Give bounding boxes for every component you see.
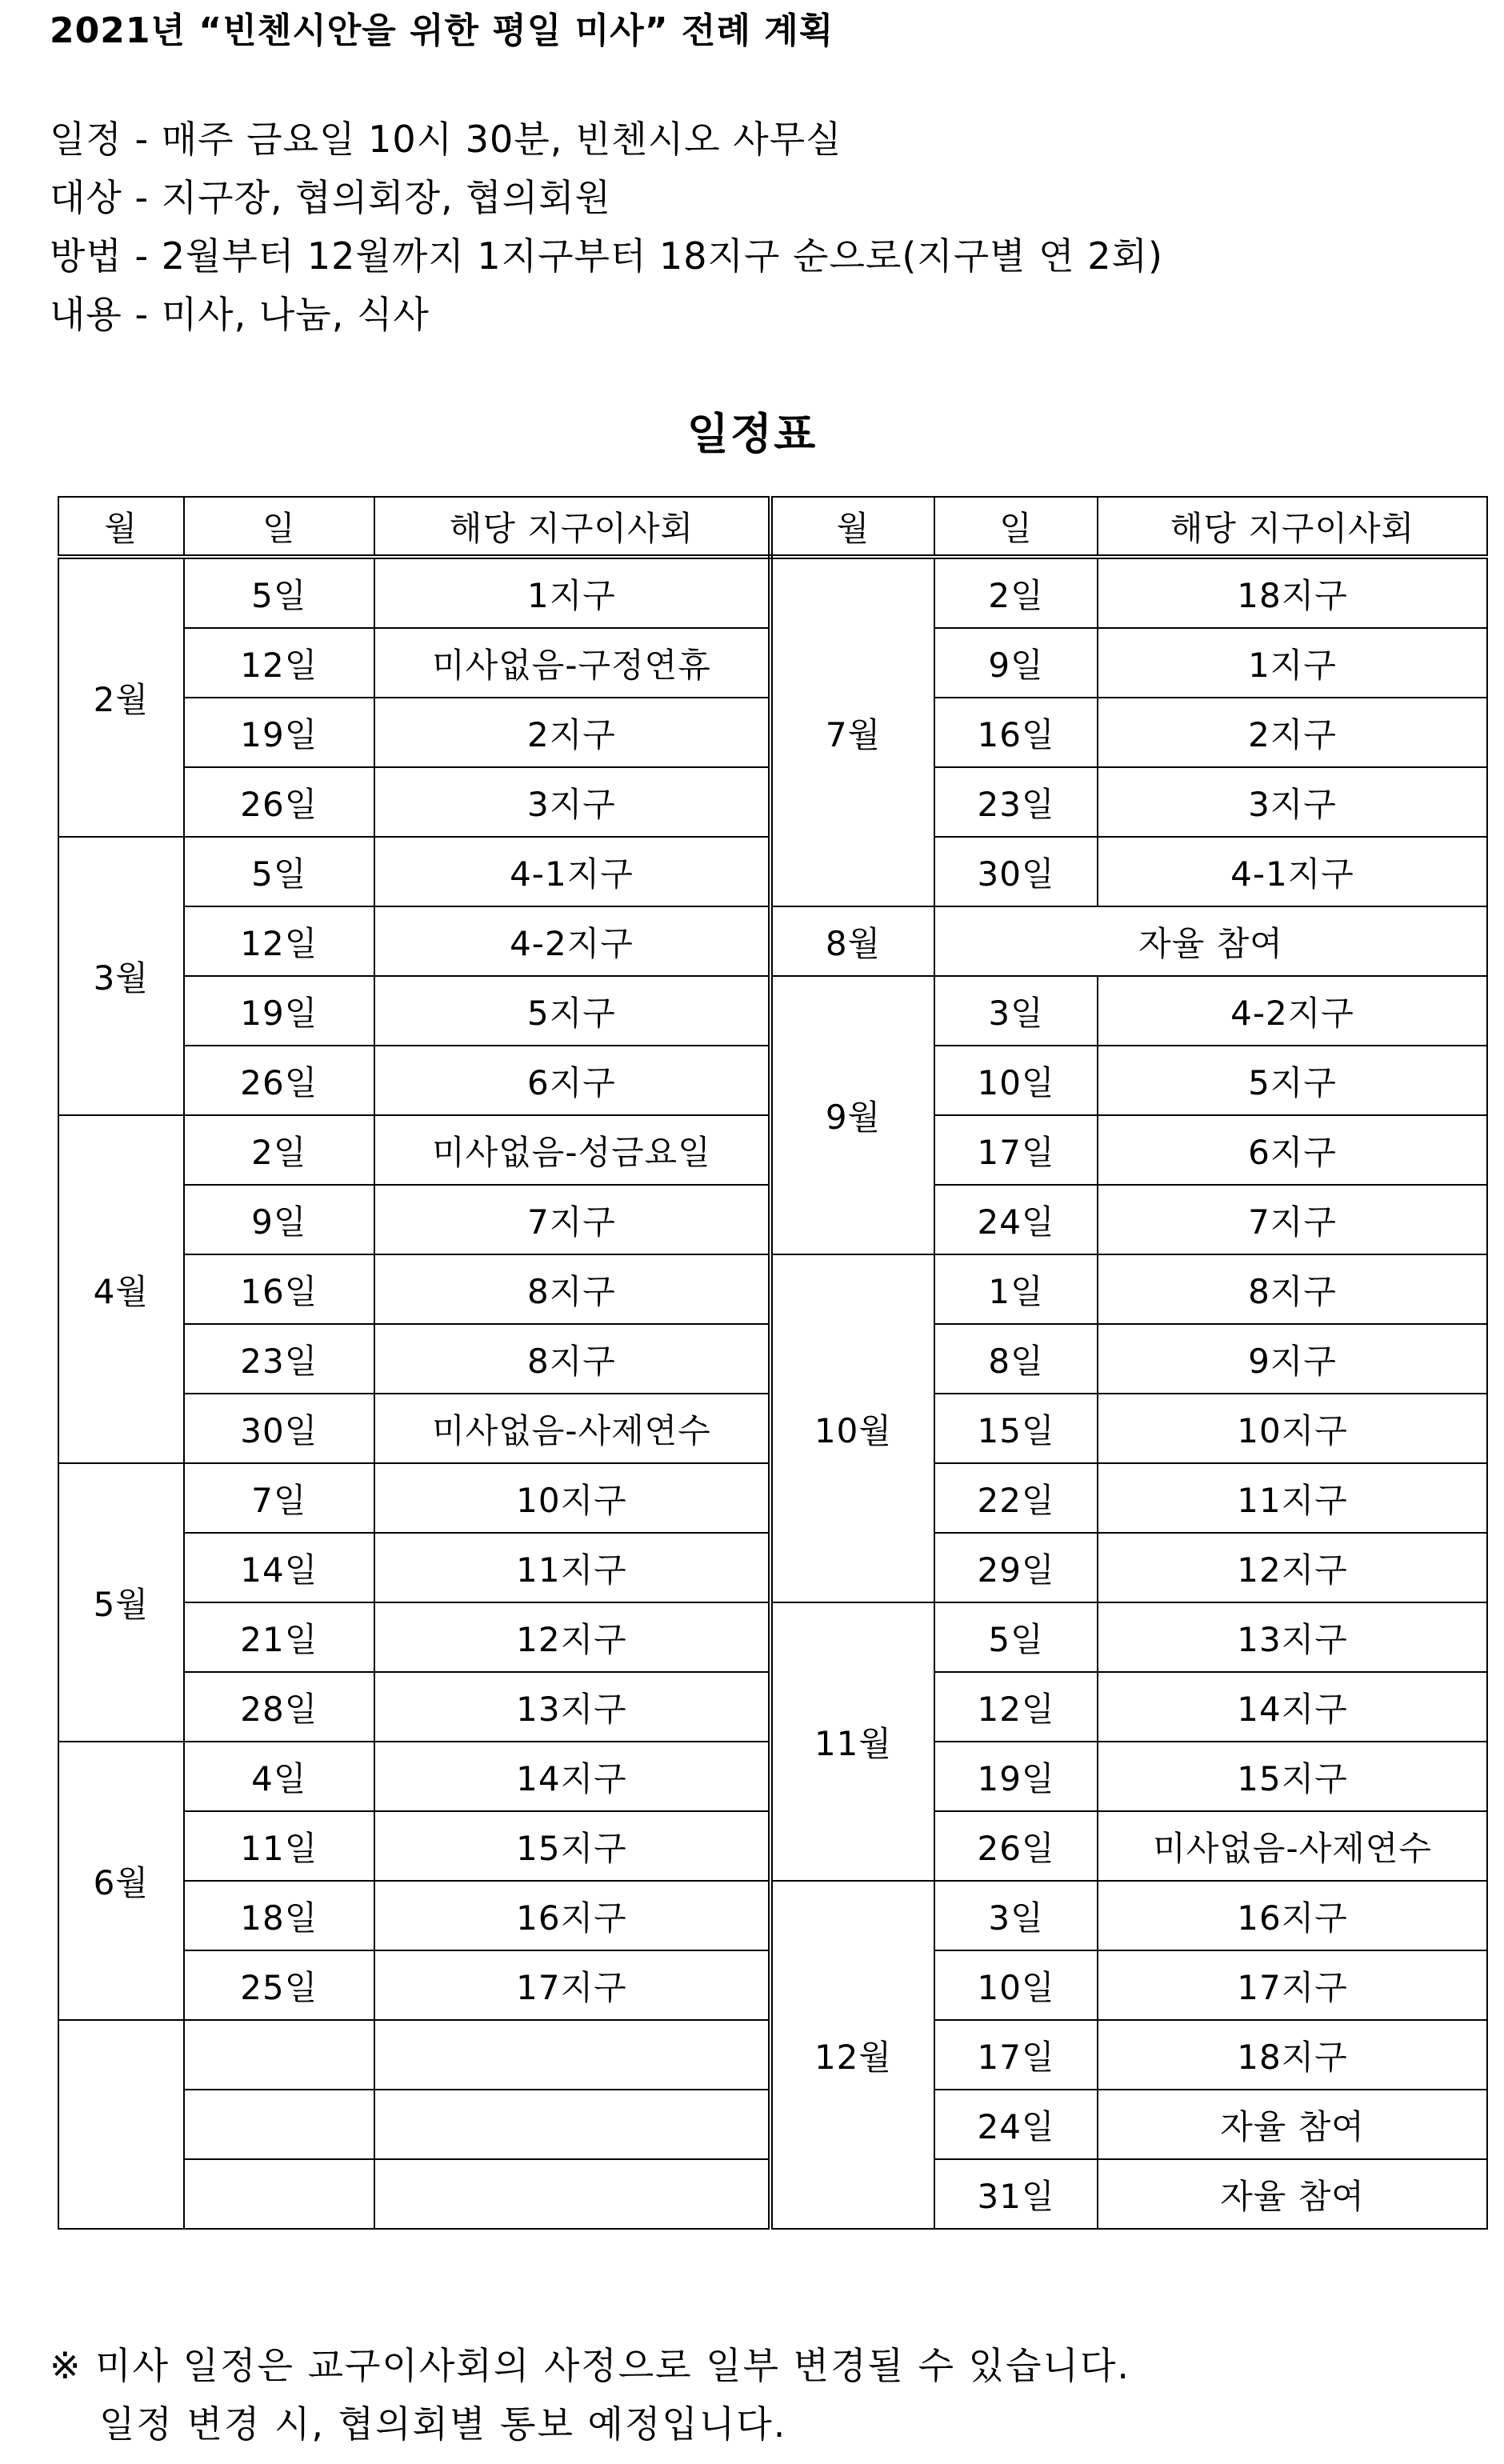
district-cell: 3지구	[1098, 767, 1487, 837]
district-cell: 미사없음-구정연휴	[374, 628, 770, 698]
empty-day-cell	[184, 2090, 374, 2159]
district-cell: 4-1지구	[1098, 837, 1487, 906]
district-cell: 1지구	[1098, 628, 1487, 698]
month-cell: 11월	[770, 1602, 934, 1881]
day-cell: 12일	[184, 906, 374, 976]
day-cell: 18일	[184, 1881, 374, 1950]
day-cell: 19일	[184, 698, 374, 767]
day-cell: 3일	[934, 1881, 1098, 1950]
day-cell: 12일	[934, 1672, 1098, 1742]
day-cell: 29일	[934, 1533, 1098, 1602]
day-cell: 23일	[934, 767, 1098, 837]
district-cell: 2지구	[1098, 698, 1487, 767]
district-cell: 6지구	[1098, 1115, 1487, 1185]
day-cell: 24일	[934, 1185, 1098, 1254]
day-cell: 17일	[934, 1115, 1098, 1185]
district-cell: 12지구	[374, 1602, 770, 1672]
district-cell: 14지구	[1098, 1672, 1487, 1742]
month-cell: 8월	[770, 906, 934, 976]
info-target: 대상 - 지구장, 협의회장, 협의회원	[50, 176, 611, 219]
day-cell: 5일	[184, 557, 374, 628]
day-cell: 22일	[934, 1463, 1098, 1533]
day-cell: 21일	[184, 1602, 374, 1672]
day-cell: 30일	[184, 1394, 374, 1463]
info-method: 방법 - 2월부터 12월까지 1지구부터 18지구 순으로(지구별 연 2회)	[50, 234, 1163, 278]
district-cell: 11지구	[1098, 1463, 1487, 1533]
district-cell: 13지구	[1098, 1602, 1487, 1672]
table-row	[58, 557, 1487, 628]
district-cell: 17지구	[1098, 1950, 1487, 2020]
month-cell: 9월	[770, 976, 934, 1254]
table-row	[58, 1881, 1487, 1950]
day-cell: 5일	[184, 837, 374, 906]
table-row	[58, 1254, 1487, 1324]
day-cell: 25일	[184, 1950, 374, 2020]
month-cell: 10월	[770, 1254, 934, 1602]
district-cell: 8지구	[1098, 1254, 1487, 1324]
table-header-row	[58, 497, 1487, 557]
day-cell: 10일	[934, 1950, 1098, 2020]
empty-month-cell	[58, 2020, 184, 2229]
district-cell: 7지구	[1098, 1185, 1487, 1254]
header-district: 해당 지구이사회	[374, 497, 770, 557]
empty-district-cell	[374, 2159, 770, 2229]
day-cell: 31일	[934, 2159, 1098, 2229]
district-cell: 자율 참여	[1098, 2090, 1487, 2159]
month-cell: 2월	[58, 557, 184, 837]
day-cell: 23일	[184, 1324, 374, 1394]
table-row	[58, 1602, 1487, 1672]
district-cell: 6지구	[374, 1046, 770, 1115]
day-cell: 16일	[934, 698, 1098, 767]
day-cell: 7일	[184, 1463, 374, 1533]
district-cell: 4-2지구	[374, 906, 770, 976]
empty-day-cell	[184, 2159, 374, 2229]
district-cell: 8지구	[374, 1324, 770, 1394]
info-content: 내용 - 미사, 나눔, 식사	[50, 293, 430, 336]
day-cell: 19일	[934, 1742, 1098, 1811]
day-cell: 2일	[184, 1115, 374, 1185]
district-cell: 미사없음-성금요일	[374, 1115, 770, 1185]
district-cell: 1지구	[374, 557, 770, 628]
document-title: 2021년 “빈첸시안을 위한 평일 미사” 전례 계획	[50, 10, 834, 51]
note-change-notice: ※ 미사 일정은 교구이사회의 사정으로 일부 변경될 수 있습니다.	[50, 2344, 1131, 2387]
day-cell: 26일	[184, 1046, 374, 1115]
day-cell: 30일	[934, 837, 1098, 906]
district-cell: 15지구	[374, 1811, 770, 1881]
header-day: 일	[184, 497, 374, 557]
day-cell: 15일	[934, 1394, 1098, 1463]
day-cell: 5일	[934, 1602, 1098, 1672]
month-cell: 5월	[58, 1463, 184, 1742]
day-cell: 4일	[184, 1742, 374, 1811]
district-cell: 4-2지구	[1098, 976, 1487, 1046]
day-cell: 9일	[184, 1185, 374, 1254]
day-cell: 9일	[934, 628, 1098, 698]
district-cell: 14지구	[374, 1742, 770, 1811]
day-cell: 1일	[934, 1254, 1098, 1324]
day-cell: 8일	[934, 1324, 1098, 1394]
day-cell: 26일	[934, 1811, 1098, 1881]
notes	[50, 2337, 1130, 2454]
district-cell: 13지구	[374, 1672, 770, 1742]
header-day: 일	[934, 497, 1098, 557]
day-cell: 17일	[934, 2020, 1098, 2090]
district-cell: 미사없음-사제연수	[374, 1394, 770, 1463]
district-cell: 17지구	[374, 1950, 770, 2020]
empty-district-cell	[374, 2090, 770, 2159]
table-row	[58, 906, 1487, 976]
day-cell: 11일	[184, 1811, 374, 1881]
district-cell: 11지구	[374, 1533, 770, 1602]
district-cell: 자율 참여	[1098, 2159, 1487, 2229]
schedule-title: 일정표	[686, 409, 818, 459]
district-cell: 10지구	[1098, 1394, 1487, 1463]
district-cell: 4-1지구	[374, 837, 770, 906]
schedule-table	[58, 496, 1488, 2230]
empty-district-cell	[374, 2020, 770, 2090]
district-cell: 16지구	[1098, 1881, 1487, 1950]
district-cell: 5지구	[1098, 1046, 1487, 1115]
district-cell: 18지구	[1098, 557, 1487, 628]
district-cell: 2지구	[374, 698, 770, 767]
district-cell: 5지구	[374, 976, 770, 1046]
info-schedule: 일정 - 매주 금요일 10시 30분, 빈첸시오 사무실	[50, 118, 842, 161]
day-cell: 16일	[184, 1254, 374, 1324]
header-month: 월	[770, 497, 934, 557]
district-cell: 16지구	[374, 1881, 770, 1950]
day-cell: 14일	[184, 1533, 374, 1602]
district-cell: 10지구	[374, 1463, 770, 1533]
district-cell: 18지구	[1098, 2020, 1487, 2090]
day-cell: 26일	[184, 767, 374, 837]
plan-info-list	[50, 110, 1163, 344]
note-notification: 일정 변경 시, 협의회별 통보 예정입니다.	[99, 2402, 787, 2446]
month-cell: 6월	[58, 1742, 184, 2020]
district-cell: 7지구	[374, 1185, 770, 1254]
month-cell: 7월	[770, 557, 934, 906]
district-cell: 9지구	[1098, 1324, 1487, 1394]
month-cell: 3월	[58, 837, 184, 1115]
district-cell: 15지구	[1098, 1742, 1487, 1811]
merged-cell: 자율 참여	[934, 906, 1487, 976]
day-cell: 24일	[934, 2090, 1098, 2159]
day-cell: 2일	[934, 557, 1098, 628]
day-cell: 28일	[184, 1672, 374, 1742]
header-month: 월	[58, 497, 184, 557]
header-district: 해당 지구이사회	[1098, 497, 1487, 557]
day-cell: 19일	[184, 976, 374, 1046]
month-cell: 12월	[770, 1881, 934, 2229]
month-cell: 4월	[58, 1115, 184, 1463]
district-cell: 미사없음-사제연수	[1098, 1811, 1487, 1881]
day-cell: 12일	[184, 628, 374, 698]
district-cell: 8지구	[374, 1254, 770, 1324]
day-cell: 10일	[934, 1046, 1098, 1115]
day-cell: 3일	[934, 976, 1098, 1046]
district-cell: 3지구	[374, 767, 770, 837]
table-row	[58, 976, 1487, 1046]
empty-day-cell	[184, 2020, 374, 2090]
district-cell: 12지구	[1098, 1533, 1487, 1602]
